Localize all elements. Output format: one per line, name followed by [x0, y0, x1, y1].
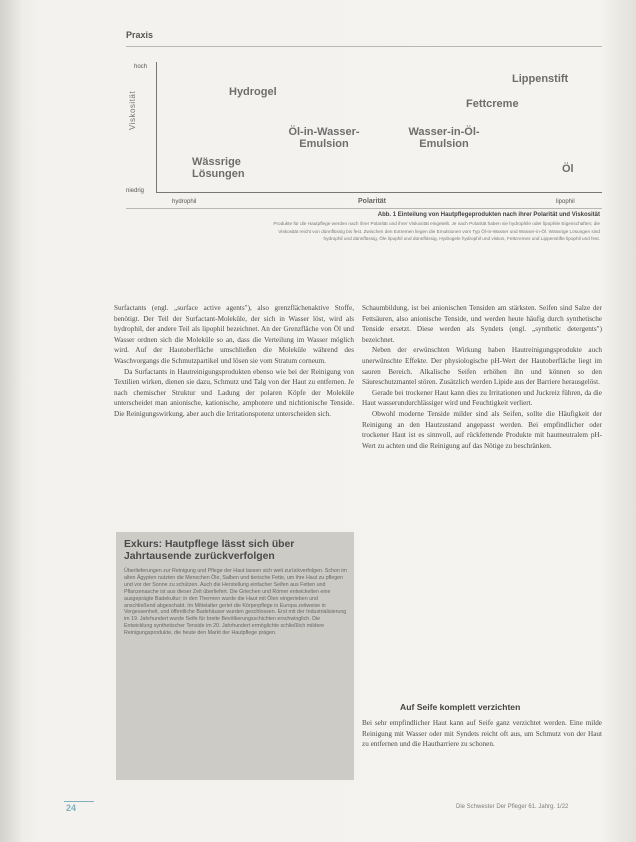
- figure-bottom-rule: [126, 208, 602, 209]
- page-spine-shadow: [0, 0, 22, 842]
- page-number: 24: [66, 803, 77, 813]
- paragraph: Obwohl moderne Tenside milder sind als Seifen, sollte die Häufigkeit der Reinigung an den Hautzustand angepasst werden. Bei empfindlicher oder trockener Haut ist es sinnvoll, auf rückfettende Produkte mit hautneutralem pH-Wert zu achten und die Reinigung auf das Nötige zu beschränken.: [362, 409, 602, 450]
- excursus-body: Überlieferungen zur Reinigung und Pflege der Haut lassen sich weit zurückverfolgen. Schon im alten Ägypten nutzten die Menschen Öle, Salben und tierische Fette, um ihre Haut zu pflegen und vor der Sonne zu schützen. Auch die Herstellung einfacher Seifen aus Fetten und Pflanzenasche ist aus dieser Zeit überliefert. Die Griechen und Römer entwickelten eine ausgeprägte Badekultur; in den Thermen wurde die Haut mit Ölen eingerieben und anschließend abgeschabt. Im Mittelalter geriet die Körperpflege in Europa zeitweise in Vergessenheit, und öffentliche Badehäuser wurden geschlossen. Erst mit der Industrialisierung im 19. Jahrhundert wurde Seife für breite Bevölkerungsschichten erschwinglich. Die Entwicklung synthetischer Tenside im 20. Jahrhundert ermöglichte schließlich mildere Reinigungsprodukte, die heute den Markt der Hautpflege prägen.: [124, 568, 347, 637]
- paragraph: Da Surfactants in Hautreinigungsprodukten ebenso wie bei der Reinigung von Textilien wirken, dienen sie dazu, Schmutz und Talg von der Haut zu entfernen. Je nach chemischer Struktur und Ladung der polaren Köpfe der Moleküle unterscheidet man anionische, kationische, amphotere und nichtionische Tenside. Die Reinigungswirkung, aber auch die Irritationspotenz unterscheiden sich.: [114, 367, 354, 418]
- paragraph: Neben der erwünschten Wirkung haben Hautreinigungsprodukte auch unerwünschte Effekte. Der physiologische pH-Wert der Hautoberfläche liegt im sauren Bereich. Alkalische Seifen erhöhen ihn und können so den Säureschutzmantel stören. Zusätzlich werden Lipide aus der Barriere herausgelöst.: [362, 346, 602, 387]
- y-axis-low-label: niedrig: [126, 188, 145, 194]
- figure-top-rule: [126, 46, 602, 47]
- right-text-column: [362, 303, 602, 451]
- paragraph: Gerade bei trockener Haut kann dies zu Irritationen und Juckreiz führen, da die Haut wasserundurchlässiger wird und Feuchtigkeit verliert.: [362, 388, 602, 408]
- product-aqueous-solutions: [192, 156, 245, 180]
- section-subheading: Auf Seife komplett verzichten: [400, 702, 521, 712]
- paragraph: Bei sehr empfindlicher Haut kann auf Seife ganz verzichtet werden. Eine milde Reinigung mit Wasser oder mit Syndets reicht oft aus, um Schmutz von der Haut zu entfernen und die Hautbarriere zu schonen.: [362, 719, 602, 749]
- product-oil-in-water-line2: Emulsion: [299, 138, 349, 150]
- excursus-title: Exkurs: Hautpflege lässt sich über Jahrtausende zurückverfolgen: [124, 539, 295, 562]
- footer-rule: [64, 801, 94, 802]
- x-axis-right-label: lipophil: [556, 199, 575, 205]
- paragraph: Surfactants (engl. „surface active agents"), also grenzflächenaktive Stoffe, benötigt. Der Teil der Surfactant-Moleküle, der sich in Wasser löst, wird als hydrophil, der andere Teil als lipophil bezeichnet. An der Grenzfläche von Öl und Wasser ordnen sich die Moleküle so an, dass die Verteilung im Wasser möglich wird. Auf der Hautoberfläche umschließen die Moleküle während des Waschvorgangs die Schmutzpartikel und lösen sie vom Stratum corneum.: [114, 304, 354, 365]
- x-axis-title: Polarität: [358, 198, 387, 205]
- paragraph: Schaumbildung, ist bei anionischen Tensiden am stärksten. Seifen sind Salze der Fettsäuren, also anionische Tenside, und werden heute häufig durch synthetische Tenside ersetzt. Diese werden als Syndets (engl. „synthetic detergents") bezeichnet.: [362, 304, 602, 344]
- product-fettcreme: Fettcreme: [466, 98, 519, 110]
- product-water-in-oil-line1: Wasser-in-Öl-: [408, 126, 480, 138]
- x-axis-left-label: hydrophil: [172, 199, 197, 205]
- product-water-in-oil-line2: Emulsion: [419, 138, 469, 150]
- product-oil: Öl: [562, 163, 574, 175]
- journal-footer: Die Schwester Der Pfleger 61. Jahrg. 1/22: [456, 804, 569, 810]
- y-axis-line: [156, 62, 157, 192]
- right-text-column-continued: [362, 718, 602, 750]
- figure-caption-body: Produkte für die Hautpflege werden nach ihrer Polarität und ihrer Viskosität eingeteilt. Je nach Polarität haben sie hydrophile oder lipophile Eigenschaften; die Viskosität reicht von dünnflüssig bis fest. Zwischen den Extremen liegen die Emulsionen vom Typ Öl-in-Wasser und Wasser-in-Öl. Wässrige Lösungen sind hydrophil und dünnflüssig, Öle lipophil und dünnflüssig, Hydrogele hydrophil und viskos, Fettcremes und Lippenstifte lipophil und fest.: [273, 221, 600, 242]
- product-aqueous-line2: Lösungen: [192, 168, 245, 180]
- product-lippenstift: Lippenstift: [512, 73, 569, 85]
- figure-caption-title: Abb. 1 Einteilung von Hautpflegeprodukten nach ihrer Polarität und Viskosität: [377, 212, 600, 218]
- product-aqueous-line1: Wässrige: [192, 156, 241, 168]
- left-text-column: [114, 303, 354, 420]
- y-axis-high-label: hoch: [134, 64, 148, 70]
- section-label: Praxis: [126, 30, 154, 40]
- y-axis-title: Viskosität: [128, 90, 137, 130]
- product-oil-in-water-emulsion: [284, 126, 364, 150]
- excursus-box: [116, 532, 354, 780]
- x-axis-line: [156, 192, 602, 193]
- product-water-in-oil-emulsion: [404, 126, 484, 150]
- product-oil-in-water-line1: Öl-in-Wasser-: [288, 126, 360, 138]
- product-hydrogel: Hydrogel: [229, 86, 277, 98]
